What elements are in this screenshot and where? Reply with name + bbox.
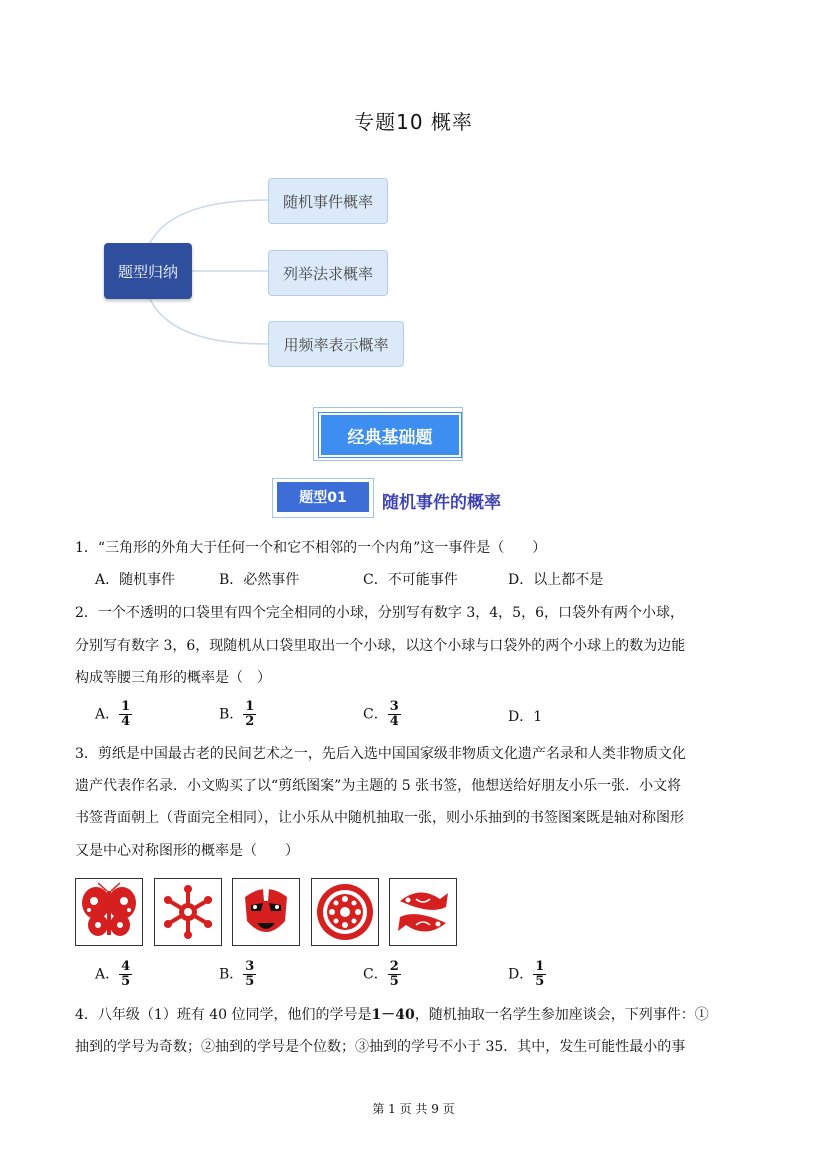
q1-option-c: C．不可能事件 (363, 572, 458, 588)
snowflake-papercut-image (154, 878, 222, 946)
q2-option-b: B． $\frac{1}{2}$ (219, 699, 255, 729)
q4-line-2: 抽到的学号为奇数；②抽到的学号是个位数；③抽到的学号不小于 35．其中，发生可能性最小的事 (75, 1039, 686, 1055)
page-title: 专题10 概率 (354, 110, 473, 134)
question-type-badge-label: 题型01 (277, 482, 369, 512)
q2-line-1: 2．一个不透明的口袋里有四个完全相同的小球，分别写有数字 3，4，5，6，口袋外有两个小球， (75, 605, 684, 621)
page-footer: 第 1 页 共 9 页 (372, 1102, 455, 1116)
section-banner (313, 407, 463, 461)
q3-line-1: 3．剪纸是中国最古老的民间艺术之一，先后入选中国国家级非物质文化遗产名录和人类非物质文化 (75, 746, 686, 762)
question-type-title: 随机事件的概率 (382, 493, 501, 513)
question-type-badge (272, 478, 374, 518)
q1-stem: 1．“三角形的外角大于任何一个和它不相邻的一个内角”这一事件是（ ） (75, 540, 547, 556)
mindmap-node-enumeration: 列举法求概率 (268, 250, 388, 296)
q2-option-c: C． $\frac{3}{4}$ (363, 699, 399, 729)
mindmap-connectors (0, 0, 827, 400)
mindmap-node-random-event: 随机事件概率 (268, 178, 388, 224)
mindmap-root: 题型归纳 (104, 243, 192, 299)
q3-option-b: B． $\frac{3}{5}$ (219, 959, 255, 989)
butterfly-papercut-image (75, 878, 143, 946)
q3-line-3: 书签背面朝上（背面完全相同），让小乐从中随机抽取一张，则小乐抽到的书签图案既是轴对称图形 (75, 810, 684, 826)
q1-option-d: D．以上都不是 (508, 572, 604, 588)
q2-option-a: A． $\frac{1}{4}$ (95, 699, 131, 729)
fish-papercut-image (389, 878, 457, 946)
q4-line-1: 4．八年级（1）班有 40 位同学，他们的学号是1－40，随机抽取一名学生参加座谈会，下列事件：① (75, 1007, 709, 1023)
q3-option-d: D． $\frac{1}{5}$ (508, 959, 545, 989)
q2-line-2: 分别写有数字 3，6，现随机从口袋里取出一个小球，以这个小球与口袋外的两个小球上的数为边能 (75, 638, 686, 654)
q2-line-3: 构成等腰三角形的概率是（ ） (75, 670, 271, 686)
section-banner-label: 经典基础题 (319, 413, 461, 457)
q2-option-d: D．1 (508, 709, 543, 725)
q3-line-2: 遗产代表作名录．小文购买了以“剪纸图案”为主题的 5 张书签，他想送给好朋友小乐一张．小文将 (75, 778, 682, 794)
q3-line-4: 又是中心对称图形的概率是（ ） (75, 843, 299, 859)
round-pattern-papercut-image (311, 878, 379, 946)
q1-option-b: B．必然事件 (219, 572, 300, 588)
mindmap-node-frequency: 用频率表示概率 (268, 321, 404, 367)
q3-option-c: C． $\frac{2}{5}$ (363, 959, 399, 989)
opera-mask-papercut-image (232, 878, 300, 946)
q3-option-a: A． $\frac{4}{5}$ (95, 959, 131, 989)
q1-option-a: A．随机事件 (95, 572, 176, 588)
